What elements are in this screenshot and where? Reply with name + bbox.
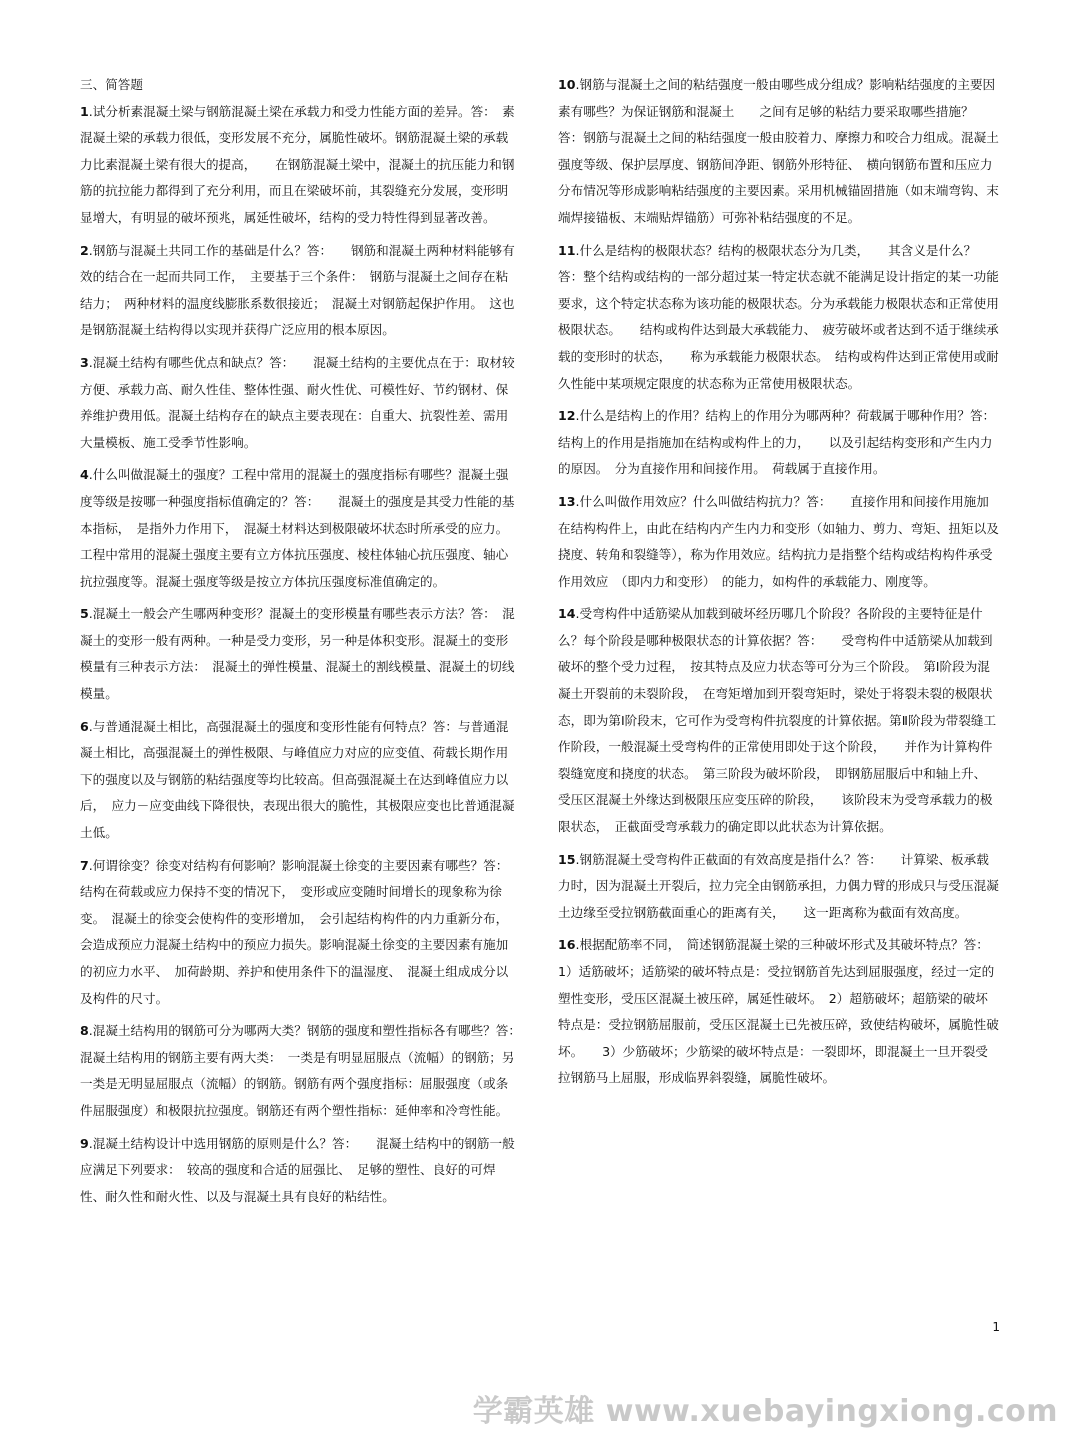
question-text: .混凝土一般会产生哪两种变形？混凝土的变形模量有哪些表示方法？答： 混凝土的变形一般有两种。一种是受力变形，另一种是体积变形。混凝土的变形模量有三种表示方法： 混凝土的弹性模量、混凝土的割线模量、混凝土的切线模量。 (80, 606, 515, 702)
footer-band (0, 1376, 1080, 1440)
question-text: .受弯构件中适筋梁从加载到破坏经历哪几个阶段？各阶段的主要特征是什么？每个阶段是哪种极限状态的计算依据？答： 受弯构件中适筋梁从加载到破坏的整个受力过程， 按其特点及应力状态等可分为三个阶段。 第Ⅰ阶段为混凝土开裂前的未裂阶段， 在弯矩增加到开裂弯矩时，梁处于将裂未裂的极限状态，即为第Ⅰ阶段末，它可作为受弯构件抗裂度的计算依据。第Ⅱ阶段为带裂缝工作阶段，一般混凝土受弯构件的正常使用即处于这个阶段， 并作为计算构件裂缝宽度和挠度的状态。 第三阶段为破坏阶段， 即钢筋屈服后中和轴上升、 受压区混凝土外缘达到极限压应变压碎的阶段， 该阶段末为受弯承载力的极限状态， 正截面受弯承载力的确定即以此状态为计算依据。 (558, 606, 997, 835)
question-15 (558, 847, 1000, 927)
question-number: 16 (558, 937, 576, 953)
question-1 (80, 99, 518, 232)
question-number: 9 (80, 1135, 89, 1151)
question-9 (80, 1131, 518, 1211)
question-text: .与普通混凝土相比，高强混凝土的强度和变形性能有何特点？答：与普通混凝土相比，高强混凝土的弹性极限、与峰值应力对应的应变值、荷载长期作用下的强度以及与钢筋的粘结强度等均比较高。但高强混凝土在达到峰值应力以后， 应力－应变曲线下降很快，表现出很大的脆性，其极限应变也比普通混凝土低。 (80, 718, 515, 841)
right-column (558, 72, 1000, 1098)
question-number: 10 (558, 77, 576, 92)
question-8 (80, 1018, 528, 1124)
question-5 (80, 601, 518, 707)
question-4 (80, 462, 518, 595)
question-text: .钢筋与混凝土共同工作的基础是什么？答： 钢筋和混凝土两种材料能够有效的结合在一起而共同工作， 主要基于三个条件： 钢筋与混凝土之间存在粘结力； 两种材料的温度线膨胀系数很接近； 混凝土对钢筋起保护作用。 这也是钢筋混凝土结构得以实现并获得广泛应用的根本原因。 (80, 242, 515, 338)
question-number: 4 (80, 467, 89, 483)
question-13 (558, 489, 1000, 595)
question-text: .什么是结构的极限状态？结构的极限状态分为几类， 其含义是什么？答：整个结构或结构的一部分超过某一特定状态就不能满足设计指定的某一功能要求，这个特定状态称为该功能的极限状态。分为承载能力极限状态和正常使用极限状态。 结构或构件达到最大承载能力、 疲劳破坏或者达到不适于继续承载的变形时的状态， 称为承载能力极限状态。 结构或构件达到正常使用或耐久性能中某项规定限度的状态称为正常使用极限状态。 (558, 242, 999, 391)
question-number: 15 (558, 851, 576, 867)
question-number: 8 (80, 1023, 89, 1039)
question-number: 13 (558, 493, 576, 509)
question-text: .钢筋与混凝土之间的粘结强度一般由哪些成分组成？影响粘结强度的主要因素有哪些？为保证钢筋和混凝土 之间有足够的粘结力要采取哪些措施？ 答：钢筋与混凝土之间的粘结强度一般由胶着力、摩擦力和咬合力组成。混凝土强度等级、保护层厚度、钢筋间净距、钢筋外形特征、 横向钢筋布置和压应力分布情况等形成影响粘结强度的主要因素。采用机械锚固措施（如末端弯钩、末端焊接锚板、末端贴焊锚筋）可弥补粘结强度的不足。 (558, 77, 999, 225)
question-number: 1 (80, 103, 89, 119)
question-14 (558, 601, 1000, 840)
question-6 (80, 714, 518, 847)
question-number: 7 (80, 857, 89, 873)
question-number: 12 (558, 408, 576, 424)
question-number: 6 (80, 718, 89, 734)
question-text: .根据配筋率不同， 简述钢筋混凝土梁的三种破坏形式及其破坏特点？答：1）适筋破坏；适筋梁的破坏特点是：受拉钢筋首先达到屈服强度，经过一定的塑性变形，受压区混凝土被压碎，属延性破坏。 2）超筋破坏；超筋梁的破坏特点是：受拉钢筋屈服前，受压区混凝土已先被压碎，致使结构破坏，属脆性破坏。 3）少筋破坏；少筋梁的破坏特点是：一裂即坏，即混凝土一旦开裂受拉钢筋马上屈服，形成临界斜裂缝，属脆性破坏。 (558, 937, 999, 1086)
left-column (80, 72, 528, 1216)
question-number: 11 (558, 242, 576, 258)
question-7 (80, 853, 518, 1013)
question-text: .何谓徐变？徐变对结构有何影响？影响混凝土徐变的主要因素有哪些？答： 结构在荷载或应力保持不变的情况下， 变形或应变随时间增长的现象称为徐变。 混凝土的徐变会使构件的变形增加， 会引起结构构件的内力重新分布， 会造成预应力混凝土结构中的预应力损失。影响混凝土徐变的主要因素有施加的初应力水平、 加荷龄期、养护和使用条件下的温湿度、 混凝土组成成分以及构件的尺寸。 (80, 857, 515, 1006)
question-3 (80, 350, 518, 456)
page-number: 1 (992, 1320, 1000, 1334)
question-number: 14 (558, 606, 576, 622)
question-text: .混凝土结构设计中选用钢筋的原则是什么？答： 混凝土结构中的钢筋一般应满足下列要求： 较高的强度和合适的屈强比、 足够的塑性、良好的可焊性、耐久性和耐火性、以及与混凝土具有良好的粘结性。 (80, 1135, 515, 1204)
question-text: .什么是结构上的作用？结构上的作用分为哪两种？荷载属于哪种作用？答： 结构上的作用是指施加在结构或构件上的力， 以及引起结构变形和产生内力的原因。 分为直接作用和间接作用。 荷载属于直接作用。 (558, 408, 1002, 477)
question-text: .混凝土结构有哪些优点和缺点？答： 混凝土结构的主要优点在于：取材较方便、承载力高、耐久性佳、整体性强、耐火性优、可模性好、节约钢材、保养维护费用低。混凝土结构存在的缺点主要表现在：自重大、抗裂性差、需用大量模板、施工受季节性影响。 (80, 354, 515, 450)
question-text: .钢筋混凝土受弯构件正截面的有效高度是指什么？答： 计算梁、板承载力时，因为混凝土开裂后，拉力完全由钢筋承担，力偶力臂的形成只与受压混凝土边缘至受拉钢筋截面重心的距离有关， 这一距离称为截面有效高度。 (558, 851, 999, 920)
watermark: 学霸英雄 www.xuebayingxiong.com (472, 1394, 1058, 1429)
question-16 (558, 932, 1000, 1092)
question-number: 2 (80, 242, 89, 258)
question-text: .什么叫做混凝土的强度？工程中常用的混凝土的强度指标有哪些？混凝土强度等级是按哪一种强度指标值确定的？答： 混凝土的强度是其受力性能的基本指标， 是指外力作用下， 混凝土材料达到极限破坏状态时所承受的应力。 工程中常用的混凝土强度主要有立方体抗压强度、棱柱体轴心抗压强度、轴心抗拉强度等。混凝土强度等级是按立方体抗压强度标准值确定的。 (80, 467, 515, 589)
question-number: 3 (80, 354, 89, 370)
question-text: .试分析素混凝土梁与钢筋混凝土梁在承载力和受力性能方面的差异。答： 素混凝土梁的承载力很低，变形发展不充分，属脆性破坏。钢筋混凝土梁的承载力比素混凝土梁有很大的提高， 在钢筋混凝土梁中，混凝土的抗压能力和钢筋的抗拉能力都得到了充分利用，而且在梁破坏前，其裂缝充分发展，变形明显增大，有明显的破坏预兆，属延性破坏，结构的受力特性得到显著改善。 (80, 103, 515, 225)
question-10 (558, 72, 1000, 232)
question-12 (558, 403, 1000, 483)
question-2 (80, 238, 518, 344)
question-11 (558, 238, 1000, 398)
question-text: .混凝土结构用的钢筋可分为哪两大类？钢筋的强度和塑性指标各有哪些？答： 混凝土结构用的钢筋主要有两大类： 一类是有明显屈服点（流幅）的钢筋；另一类是无明显屈服点（流幅）的钢筋。钢筋有两个强度指标：屈服强度（或条件屈服强度）和极限抗拉强度。钢筋还有两个塑性指标：延伸率和冷弯性能。 (80, 1023, 528, 1118)
question-number: 5 (80, 606, 89, 622)
section-title: 三、简答题 (80, 77, 143, 92)
question-text: .什么叫做作用效应？什么叫做结构抗力？答： 直接作用和间接作用施加在结构构件上，由此在结构内产生内力和变形（如轴力、剪力、弯矩、扭矩以及挠度、转角和裂缝等），称为作用效应。结构抗力是指整个结构或结构构件承受作用效应 （即内力和变形） 的能力，如构件的承载能力、刚度等。 (558, 493, 999, 589)
